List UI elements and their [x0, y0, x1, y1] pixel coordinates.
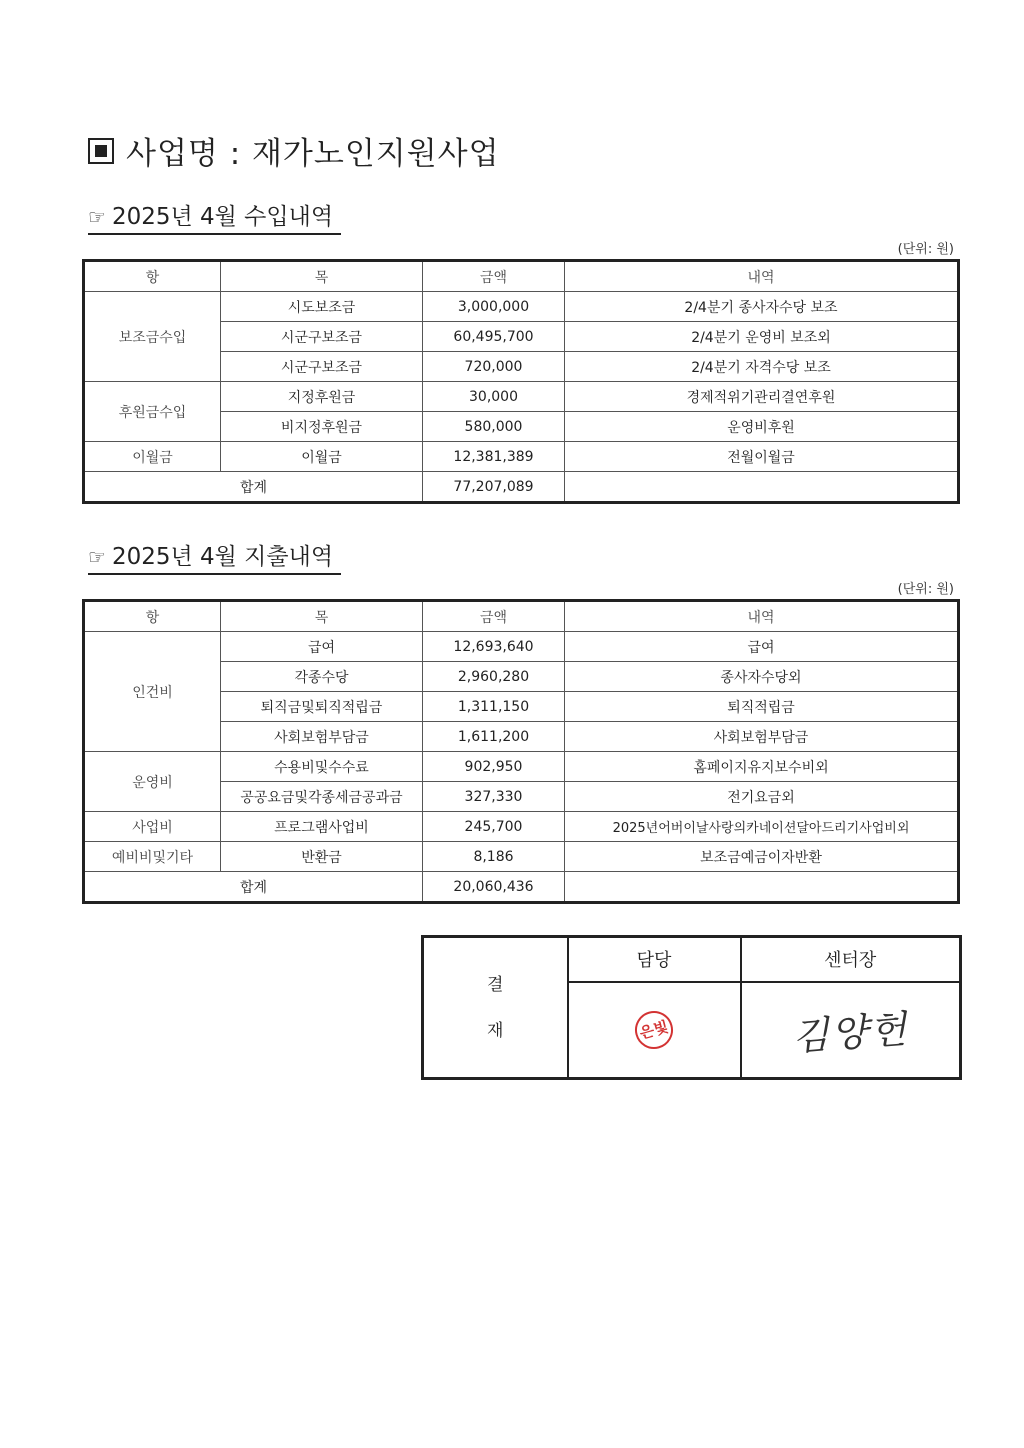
total-label: 합계	[84, 472, 423, 503]
table-header-row	[84, 261, 959, 292]
amount-cell: 12,693,640	[423, 632, 565, 662]
expense-unit: (단위: 원)	[897, 582, 954, 597]
detail-cell: 2025년어버이날사랑의카네이션달아드리기사업비외	[565, 812, 959, 842]
approval-col-director: 센터장	[741, 937, 961, 982]
item-cell: 수용비및수수료	[221, 752, 423, 782]
amount-cell: 902,950	[423, 752, 565, 782]
detail-cell: 급여	[565, 632, 959, 662]
approval-label	[423, 937, 568, 1079]
column-header: 내역	[565, 261, 959, 292]
item-cell: 시도보조금	[221, 292, 423, 322]
detail-cell: 보조금예금이자반환	[565, 842, 959, 872]
director-signature: 김양헌	[791, 1007, 910, 1060]
category-cell: 후원금수입	[84, 382, 221, 442]
amount-cell: 720,000	[423, 352, 565, 382]
column-header: 목	[221, 601, 423, 632]
table-row	[84, 292, 959, 322]
page-title-text: 사업명 : 재가노인지원사업	[126, 136, 500, 172]
table-header-row	[84, 601, 959, 632]
column-header: 항	[84, 261, 221, 292]
pointing-hand-icon: ☞	[88, 205, 106, 229]
detail-cell: 종사자수당외	[565, 662, 959, 692]
amount-cell: 580,000	[423, 412, 565, 442]
income-table	[82, 259, 960, 504]
table-row	[84, 442, 959, 472]
total-row	[84, 472, 959, 503]
column-header: 금액	[423, 261, 565, 292]
item-cell: 비지정후원금	[221, 412, 423, 442]
item-cell: 이월금	[221, 442, 423, 472]
item-cell: 각종수당	[221, 662, 423, 692]
item-cell: 공공요금및각종세금공과금	[221, 782, 423, 812]
pointing-hand-icon: ☞	[88, 545, 106, 569]
total-amount: 77,207,089	[423, 472, 565, 503]
approval-label-bottom: 재	[487, 1020, 504, 1041]
category-cell: 사업비	[84, 812, 221, 842]
income-unit: (단위: 원)	[897, 242, 954, 257]
amount-cell: 60,495,700	[423, 322, 565, 352]
approval-box	[421, 935, 962, 1080]
total-detail-empty	[565, 872, 959, 903]
director-signature-cell	[741, 982, 961, 1079]
item-cell: 지정후원금	[221, 382, 423, 412]
column-header: 내역	[565, 601, 959, 632]
category-cell: 운영비	[84, 752, 221, 812]
detail-cell: 운영비후원	[565, 412, 959, 442]
item-cell: 퇴직금및퇴직적립금	[221, 692, 423, 722]
expense-heading-text: 2025년 4월 지출내역	[111, 544, 334, 570]
amount-cell: 245,700	[423, 812, 565, 842]
column-header: 목	[221, 261, 423, 292]
total-row	[84, 872, 959, 903]
expense-table	[82, 599, 960, 904]
item-cell: 시군구보조금	[221, 352, 423, 382]
table-row	[84, 382, 959, 412]
amount-cell: 2,960,280	[423, 662, 565, 692]
square-bullet-icon	[88, 138, 114, 164]
detail-cell: 2/4분기 운영비 보조외	[565, 322, 959, 352]
category-cell: 예비비및기타	[84, 842, 221, 872]
detail-cell: 홈페이지유지보수비외	[565, 752, 959, 782]
item-cell: 급여	[221, 632, 423, 662]
detail-cell: 경제적위기관리결연후원	[565, 382, 959, 412]
detail-cell: 전월이월금	[565, 442, 959, 472]
staff-stamp-cell	[568, 982, 741, 1079]
detail-cell: 퇴직적립금	[565, 692, 959, 722]
page-title	[88, 128, 500, 173]
total-label: 합계	[84, 872, 423, 903]
table-row	[84, 812, 959, 842]
amount-cell: 1,611,200	[423, 722, 565, 752]
amount-cell: 8,186	[423, 842, 565, 872]
category-cell: 이월금	[84, 442, 221, 472]
detail-cell: 2/4분기 자격수당 보조	[565, 352, 959, 382]
table-row	[84, 632, 959, 662]
total-amount: 20,060,436	[423, 872, 565, 903]
detail-cell: 전기요금외	[565, 782, 959, 812]
category-cell: 인건비	[84, 632, 221, 752]
column-header: 항	[84, 601, 221, 632]
total-detail-empty	[565, 472, 959, 503]
detail-cell: 사회보험부담금	[565, 722, 959, 752]
amount-cell: 30,000	[423, 382, 565, 412]
expense-heading	[88, 538, 341, 575]
income-heading	[88, 198, 341, 235]
column-header: 금액	[423, 601, 565, 632]
approval-label-top: 결	[487, 974, 504, 995]
amount-cell: 1,311,150	[423, 692, 565, 722]
table-row	[84, 842, 959, 872]
item-cell: 반환금	[221, 842, 423, 872]
income-heading-text: 2025년 4월 수입내역	[111, 204, 334, 230]
item-cell: 시군구보조금	[221, 322, 423, 352]
amount-cell: 3,000,000	[423, 292, 565, 322]
approval-col-staff: 담당	[568, 937, 741, 982]
amount-cell: 12,381,389	[423, 442, 565, 472]
amount-cell: 327,330	[423, 782, 565, 812]
table-row	[84, 752, 959, 782]
item-cell: 사회보험부담금	[221, 722, 423, 752]
category-cell: 보조금수입	[84, 292, 221, 382]
red-seal-stamp: 은빛	[631, 1006, 678, 1053]
detail-cell: 2/4분기 종사자수당 보조	[565, 292, 959, 322]
item-cell: 프로그램사업비	[221, 812, 423, 842]
